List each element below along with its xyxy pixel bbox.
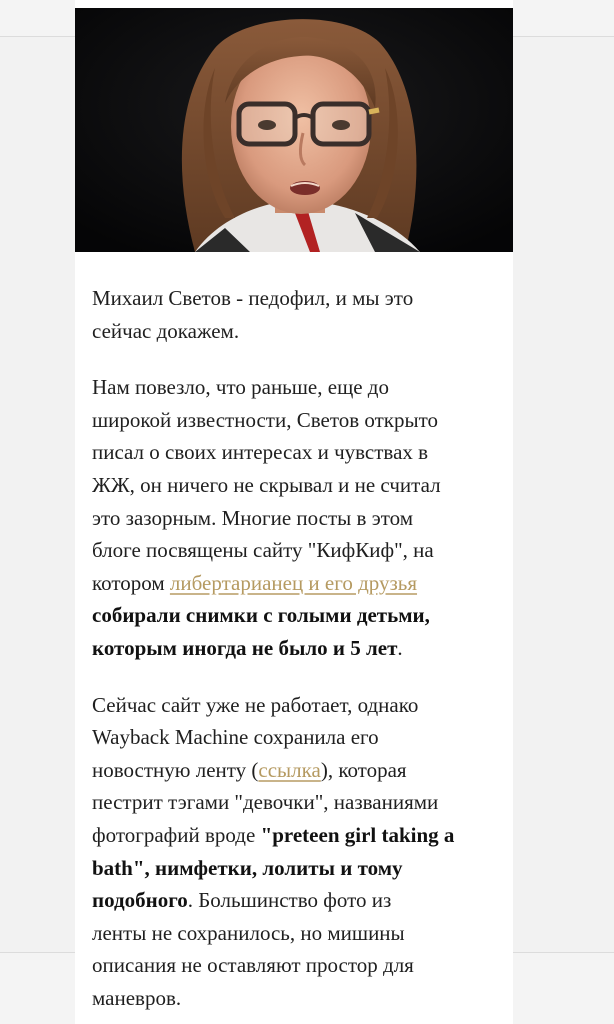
bold-text: подобного: [92, 888, 188, 913]
text-line: [92, 315, 497, 348]
text-line: [92, 786, 497, 819]
text-segment: ленты не сохранилось, но мишины: [92, 920, 405, 945]
text-line: [92, 721, 497, 754]
text-line: [92, 754, 497, 787]
paragraph: [92, 282, 497, 347]
text-line: [92, 852, 497, 885]
bold-text: которым иногда не было и 5 лет: [92, 635, 398, 660]
text-segment: Михаил Светов - педофил, и мы это: [92, 286, 414, 310]
text-line: [92, 567, 497, 600]
portrait-photo-icon: [75, 8, 513, 252]
text-line: [92, 819, 497, 852]
text-segment: ), которая: [320, 757, 407, 782]
text-segment: это зазорным. Многие посты в этом: [92, 505, 414, 530]
bold-text: "preteen girl taking a: [260, 822, 455, 847]
text-segment: описания не оставляют простор для: [92, 953, 414, 978]
text-segment: Нам повезло, что раньше, еще до: [92, 375, 389, 400]
text-line: [92, 982, 497, 1015]
text-line: [92, 404, 497, 437]
text-line: [92, 469, 497, 502]
text-line: [92, 436, 497, 469]
text-segment: ЖЖ, он ничего не скрывал и не считал: [92, 472, 441, 497]
text-line: [92, 917, 497, 950]
article-card: [75, 0, 513, 1024]
text-segment: писал о своих интересах и чувствах в: [92, 440, 429, 465]
text-segment: . Большинство фото из: [187, 888, 392, 913]
text-segment: фотографий вроде: [92, 822, 261, 847]
text-segment: новостную ленту (: [92, 757, 259, 782]
text-segment: маневров.: [92, 985, 182, 1010]
paragraph: [92, 689, 497, 1015]
text-line: [92, 949, 497, 982]
text-line: [92, 534, 497, 567]
bold-text: собирали снимки с голыми детьми,: [92, 603, 430, 628]
paragraph: [92, 371, 497, 664]
inline-link[interactable]: либертарианец и его друзья: [169, 570, 418, 595]
text-segment: пестрит тэгами "девочки", названиями: [92, 790, 439, 815]
text-segment: сейчас докажем.: [92, 318, 240, 343]
text-line: [92, 282, 497, 315]
text-segment: Wayback Machine сохранила его: [92, 725, 379, 750]
text-line: [92, 884, 497, 917]
inline-link[interactable]: ссылка: [258, 757, 321, 782]
text-segment: Сейчас сайт уже не работает, однако: [92, 692, 419, 717]
text-line: [92, 689, 497, 722]
article-photo: [75, 8, 513, 252]
text-segment: блоге посвящены сайту "КифКиф", на: [92, 538, 434, 563]
text-segment: котором: [92, 570, 170, 595]
article-body: [92, 282, 497, 1024]
text-line: [92, 371, 497, 404]
bold-text: bath", нимфетки, лолиты и тому: [92, 855, 403, 880]
text-line: [92, 632, 497, 665]
text-segment: широкой известности, Светов открыто: [92, 407, 438, 432]
text-segment: .: [397, 635, 403, 660]
text-line: [92, 502, 497, 535]
text-line: [92, 599, 497, 632]
